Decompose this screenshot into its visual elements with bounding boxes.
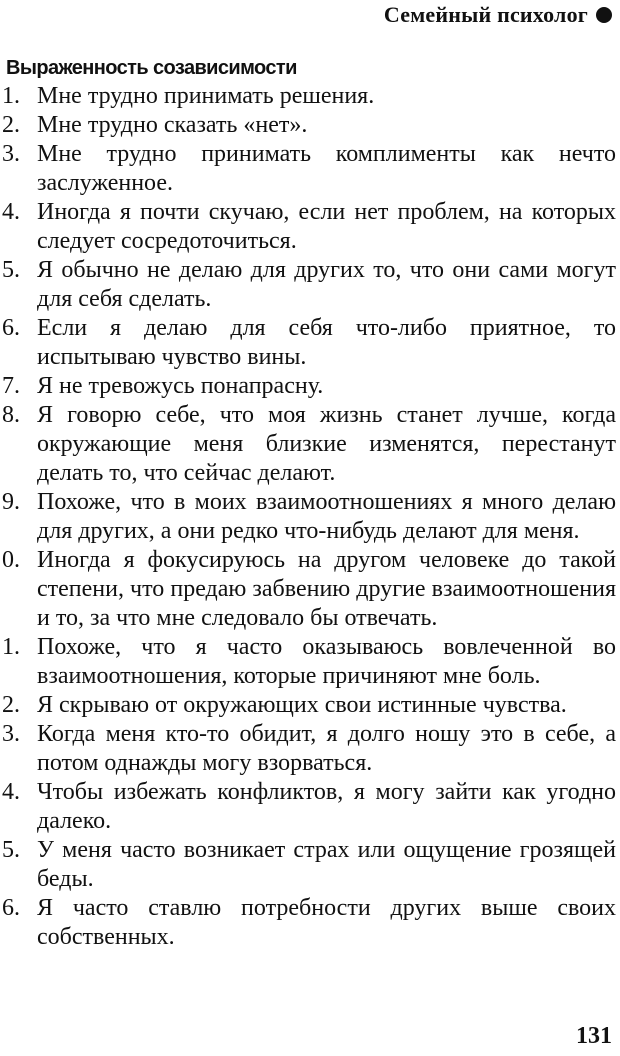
item-text: Я не тревожусь понапрасну.	[37, 373, 324, 399]
item-number: 6.	[2, 315, 20, 341]
list-item	[0, 111, 620, 140]
page-number: 131	[576, 1023, 612, 1049]
item-text: Я часто ставлю потребности других выше своих собственных.	[37, 895, 616, 950]
item-text: Мне трудно принимать решения.	[37, 83, 375, 109]
item-text: Я говорю себе, что моя жизнь станет лучше, когда окружающие меня близкие изменятся, перестанут делать то, что сейчас делают.	[37, 402, 616, 486]
item-text: Мне трудно сказать «нет».	[37, 112, 308, 138]
item-number: 4.	[2, 779, 20, 805]
list-item	[0, 82, 620, 111]
item-number: 0.	[2, 547, 20, 573]
item-number: 5.	[2, 257, 20, 283]
item-number: 1.	[2, 634, 20, 660]
item-number: 2.	[2, 112, 20, 138]
list-item	[0, 778, 620, 836]
list-item	[0, 894, 620, 952]
item-number: 3.	[2, 141, 20, 167]
list-item	[0, 546, 620, 633]
list-item	[0, 691, 620, 720]
list-item	[0, 198, 620, 256]
item-number: 7.	[2, 373, 20, 399]
item-text: Мне трудно принимать комплименты как нечто заслуженное.	[37, 141, 616, 196]
item-number: 9.	[2, 489, 20, 515]
item-number: 4.	[2, 199, 20, 225]
item-number: 6.	[2, 895, 20, 921]
list-item	[0, 372, 620, 401]
running-head	[384, 2, 612, 28]
item-text: Похоже, что я часто оказываюсь вовлеченной во взаимоотношения, которые причиняют мне боль.	[37, 634, 616, 689]
running-title: Семейный психолог	[383, 2, 588, 27]
list-item	[0, 633, 620, 691]
section-title: Выраженность созависимости	[6, 57, 297, 79]
item-text: Иногда я фокусируюсь на другом человеке до такой степени, что предаю забвению другие взаимоотношения и то, за что мне следовало бы отвечать.	[37, 547, 616, 631]
list-item	[0, 256, 620, 314]
item-text: У меня часто возникает страх или ощущение грозящей беды.	[37, 837, 616, 892]
item-text: Когда меня кто-то обидит, я долго ношу это в себе, а потом однажды могу взорваться.	[37, 721, 616, 776]
list-item	[0, 401, 620, 488]
questionnaire-list	[0, 82, 620, 952]
item-number: 3.	[2, 721, 20, 747]
item-text: Я скрываю от окружающих свои истинные чувства.	[37, 692, 567, 718]
list-item	[0, 720, 620, 778]
bullet-dot-icon	[596, 7, 612, 23]
list-item	[0, 140, 620, 198]
item-text: Иногда я почти скучаю, если нет проблем, на которых следует сосредоточиться.	[37, 199, 616, 254]
item-number: 5.	[2, 837, 20, 863]
item-number: 8.	[2, 402, 20, 428]
list-item	[0, 314, 620, 372]
item-text: Я обычно не делаю для других то, что они сами могут для себя сделать.	[37, 257, 616, 312]
item-number: 2.	[2, 692, 20, 718]
item-text: Если я делаю для себя что-либо приятное, то испытываю чувство вины.	[37, 315, 616, 370]
list-item	[0, 836, 620, 894]
list-item	[0, 488, 620, 546]
item-text: Чтобы избежать конфликтов, я могу зайти как угодно далеко.	[37, 779, 616, 834]
item-text: Похоже, что в моих взаимоотношениях я много делаю для других, а они редко что-нибудь делают для меня.	[37, 489, 616, 544]
item-number: 1.	[2, 83, 20, 109]
